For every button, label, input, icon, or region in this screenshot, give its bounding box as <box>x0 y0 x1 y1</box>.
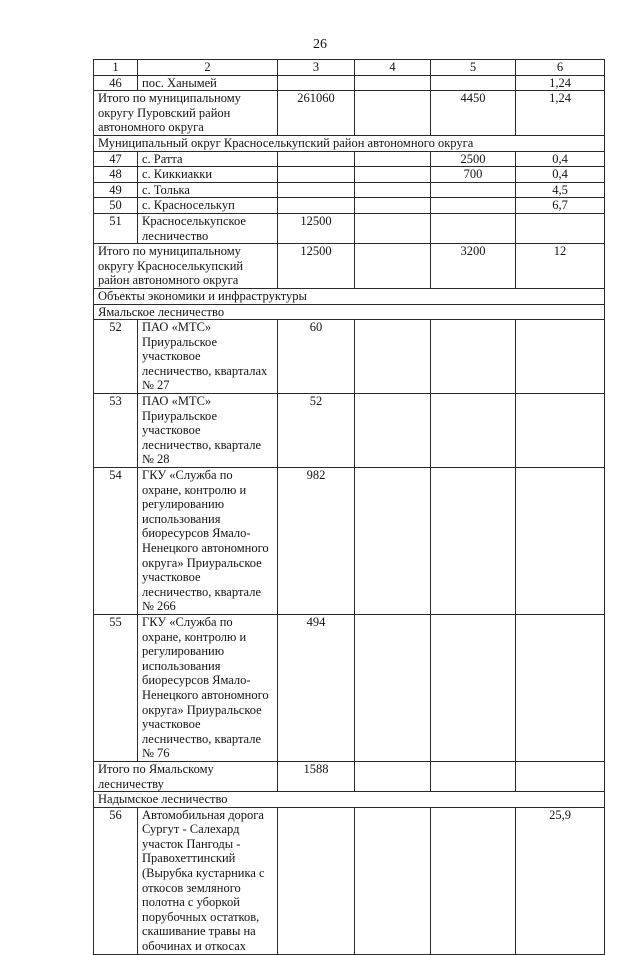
cell-col4 <box>355 761 431 791</box>
cell-col3 <box>278 167 355 183</box>
cell-col5 <box>431 198 516 214</box>
row-number: 54 <box>94 468 138 615</box>
cell-col4 <box>355 394 431 468</box>
cell-col5 <box>431 75 516 91</box>
table-row <box>94 807 605 954</box>
cell-col4 <box>355 75 431 91</box>
section-header-row <box>94 304 605 320</box>
cell-col5 <box>431 394 516 468</box>
section-title: Муниципальный округ Красноселькупский район автономного округа <box>94 135 605 151</box>
table-row <box>94 182 605 198</box>
cell-col5 <box>431 320 516 394</box>
cell-col6 <box>516 213 605 243</box>
table-body <box>94 60 605 955</box>
cell-col5: 4450 <box>431 91 516 136</box>
section-header-row <box>94 135 605 151</box>
cell-col5: 2500 <box>431 151 516 167</box>
table-row <box>94 167 605 183</box>
cell-col3: 494 <box>278 614 355 761</box>
cell-col4 <box>355 167 431 183</box>
cell-col3: 261060 <box>278 91 355 136</box>
header-cell: 5 <box>431 60 516 76</box>
total-row <box>94 244 605 289</box>
cell-col5: 700 <box>431 167 516 183</box>
cell-col6 <box>516 468 605 615</box>
cell-col6 <box>516 394 605 468</box>
cell-col4 <box>355 91 431 136</box>
cell-col3: 60 <box>278 320 355 394</box>
table-row <box>94 213 605 243</box>
row-name: пос. Ханымей <box>138 75 278 91</box>
cell-col6: 1,24 <box>516 75 605 91</box>
row-number: 47 <box>94 151 138 167</box>
section-header-row <box>94 288 605 304</box>
cell-col5: 3200 <box>431 244 516 289</box>
cell-col4 <box>355 468 431 615</box>
header-cell: 6 <box>516 60 605 76</box>
row-name: ПАО «МТС» Приуральское участковое лесничество, квартале № 28 <box>138 394 278 468</box>
cell-col6: 0,4 <box>516 151 605 167</box>
cell-col6 <box>516 320 605 394</box>
cell-col3 <box>278 151 355 167</box>
cell-col3 <box>278 807 355 954</box>
total-label: Итого по муниципальному округу Красноселькупский район автономного округа <box>94 244 278 289</box>
table-row <box>94 468 605 615</box>
row-number: 55 <box>94 614 138 761</box>
cell-col3 <box>278 198 355 214</box>
cell-col4 <box>355 614 431 761</box>
row-name: ГКУ «Служба по охране, контролю и регулированию использования биоресурсов Ямало-Ненецкого автономного округа» Приуральское участковое лесничество, квартале № 76 <box>138 614 278 761</box>
cell-col5 <box>431 761 516 791</box>
section-header-row <box>94 792 605 808</box>
total-row <box>94 91 605 136</box>
cell-col5 <box>431 182 516 198</box>
row-number: 53 <box>94 394 138 468</box>
cell-col3: 982 <box>278 468 355 615</box>
total-row <box>94 761 605 791</box>
table-row <box>94 614 605 761</box>
cell-col6 <box>516 614 605 761</box>
cell-col5 <box>431 213 516 243</box>
cell-col4 <box>355 182 431 198</box>
cell-col6: 6,7 <box>516 198 605 214</box>
row-name: Автомобильная дорога Сургут - Салехард участок Пангоды - Правохеттинский (Вырубка кустарника с откосов земляного полотна с уборкой порубочных остатков, скашивание травы на обочинах и откосах <box>138 807 278 954</box>
row-number: 52 <box>94 320 138 394</box>
cell-col4 <box>355 151 431 167</box>
row-name: с. Красноселькуп <box>138 198 278 214</box>
section-title: Ямальское лесничество <box>94 304 605 320</box>
cell-col6: 1,24 <box>516 91 605 136</box>
page-number: 26 <box>313 37 327 52</box>
cell-col3: 52 <box>278 394 355 468</box>
header-cell: 3 <box>278 60 355 76</box>
cell-col4 <box>355 320 431 394</box>
total-label: Итого по Ямальскому лесничеству <box>94 761 278 791</box>
header-cell: 4 <box>355 60 431 76</box>
row-name: Красноселькупское лесничество <box>138 213 278 243</box>
total-label: Итого по муниципальному округу Пуровский район автономного округа <box>94 91 278 136</box>
table-row <box>94 394 605 468</box>
cell-col6: 25,9 <box>516 807 605 954</box>
cell-col4 <box>355 198 431 214</box>
row-name: ГКУ «Служба по охране, контролю и регулированию использования биоресурсов Ямало-Ненецкого автономного округа» Приуральское участковое лесничество, квартале № 266 <box>138 468 278 615</box>
table-row <box>94 198 605 214</box>
section-title: Надымское лесничество <box>94 792 605 808</box>
cell-col5 <box>431 614 516 761</box>
header-cell: 2 <box>138 60 278 76</box>
row-number: 51 <box>94 213 138 243</box>
row-number: 50 <box>94 198 138 214</box>
cell-col6: 12 <box>516 244 605 289</box>
row-number: 56 <box>94 807 138 954</box>
section-title: Объекты экономики и инфраструктуры <box>94 288 605 304</box>
cell-col4 <box>355 244 431 289</box>
cell-col6: 0,4 <box>516 167 605 183</box>
row-number: 49 <box>94 182 138 198</box>
cell-col5 <box>431 468 516 615</box>
data-table <box>93 59 605 955</box>
cell-col6: 4,5 <box>516 182 605 198</box>
table-header-row <box>94 60 605 76</box>
row-number: 48 <box>94 167 138 183</box>
table-row <box>94 320 605 394</box>
cell-col5 <box>431 807 516 954</box>
table-row <box>94 75 605 91</box>
cell-col6 <box>516 761 605 791</box>
row-name: с. Киккиакки <box>138 167 278 183</box>
row-name: с. Ратта <box>138 151 278 167</box>
cell-col3: 12500 <box>278 213 355 243</box>
row-number: 46 <box>94 75 138 91</box>
header-cell: 1 <box>94 60 138 76</box>
table-row <box>94 151 605 167</box>
cell-col3 <box>278 75 355 91</box>
cell-col4 <box>355 807 431 954</box>
cell-col3: 12500 <box>278 244 355 289</box>
cell-col4 <box>355 213 431 243</box>
cell-col3 <box>278 182 355 198</box>
cell-col3: 1588 <box>278 761 355 791</box>
row-name: с. Толька <box>138 182 278 198</box>
row-name: ПАО «МТС» Приуральское участковое лесничество, кварталах № 27 <box>138 320 278 394</box>
